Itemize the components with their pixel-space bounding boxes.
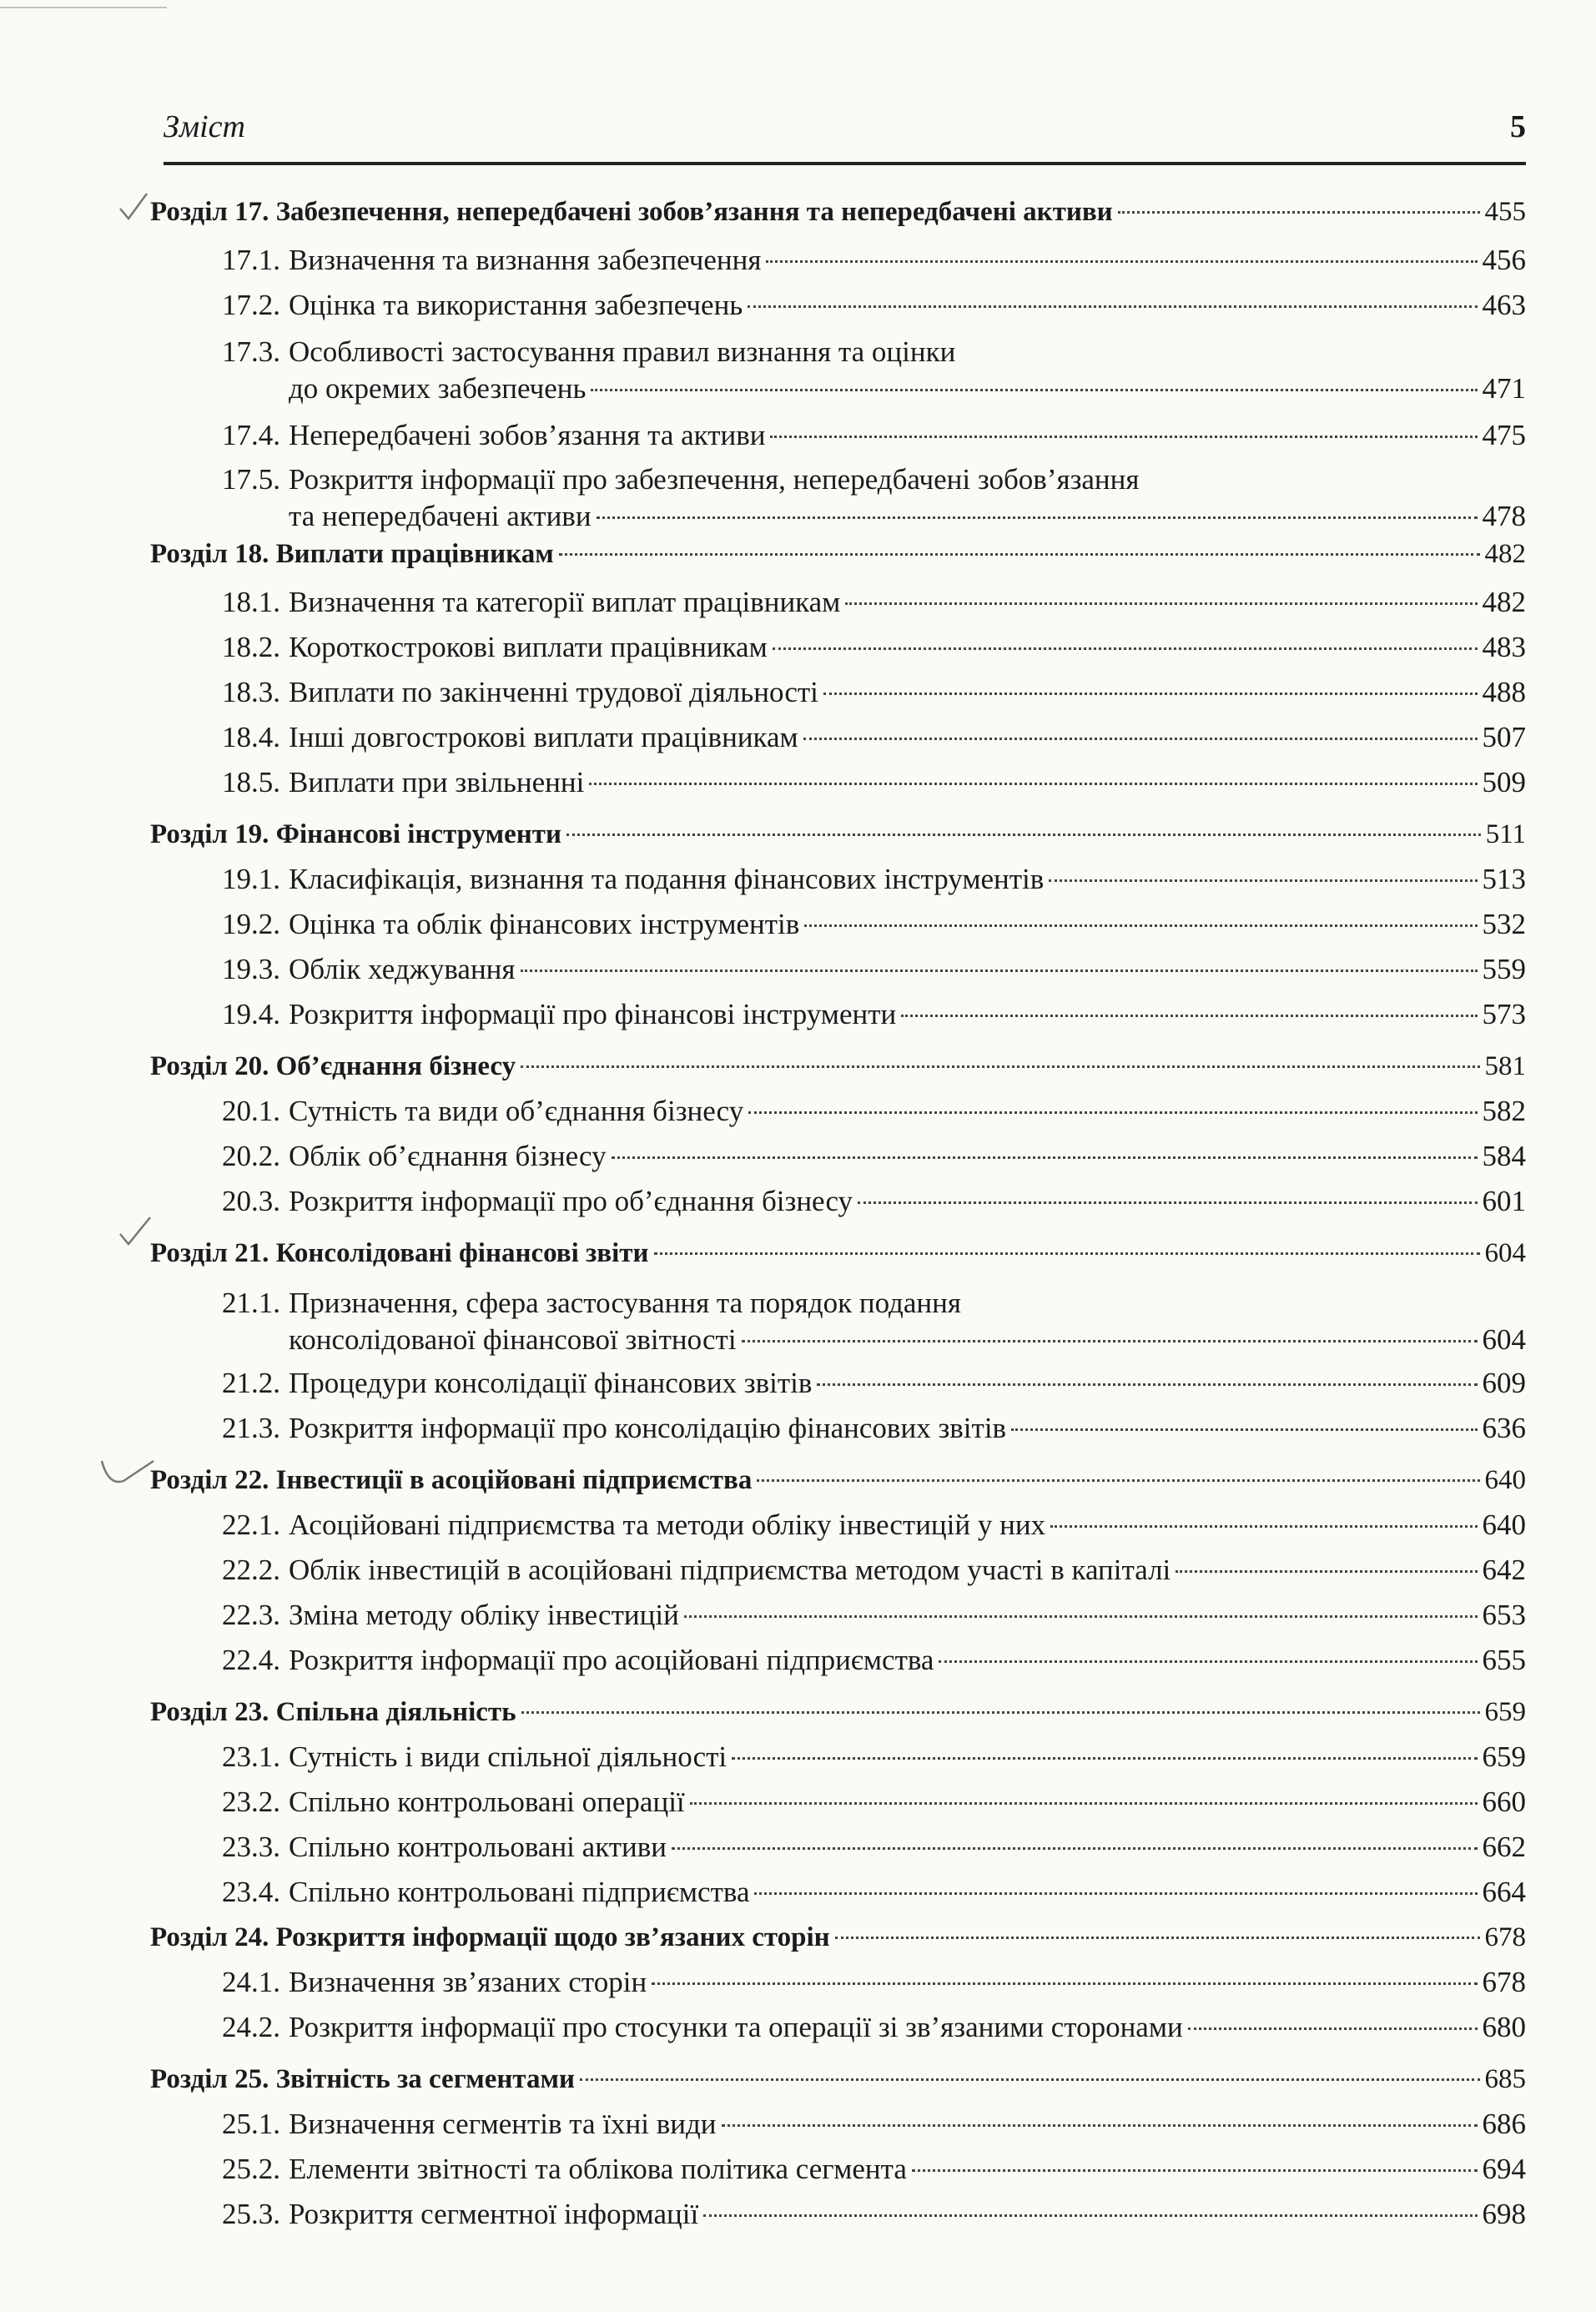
entry-page-number: 659 (1484, 1697, 1526, 1727)
header-title: Зміст (164, 109, 245, 144)
dot-leader (722, 2124, 1478, 2127)
entry-title: Розділ 23. Спільна діяльність (150, 1697, 516, 1727)
pencil-check-mark-icon (117, 190, 150, 224)
scan-edge-mark (0, 7, 167, 11)
entry-page-number: 636 (1482, 1412, 1526, 1444)
toc-subsection-entry[interactable] (180, 2151, 1526, 2188)
entry-page-number: 509 (1482, 766, 1526, 798)
entry-page-number: 678 (1482, 1966, 1526, 1998)
dot-leader (803, 738, 1478, 740)
entry-title: Визначення та визнання забезпечення (289, 244, 762, 276)
toc-subsection-entry[interactable] (180, 861, 1526, 898)
toc-subsection-entry[interactable] (180, 1784, 1526, 1821)
entry-title-continued: консолідованої фінансової звітності (289, 1323, 737, 1356)
entry-number: 17.1. (222, 244, 280, 276)
entry-number: 17.2. (222, 289, 280, 321)
entry-page-number: 660 (1482, 1786, 1526, 1818)
entry-page-number: 680 (1482, 2011, 1526, 2043)
toc-subsection-entry[interactable] (180, 1874, 1526, 1911)
entry-title: Розкриття інформації про консолідацію фінансових звітів (289, 1412, 1007, 1444)
dot-leader (521, 1711, 1480, 1714)
entry-number: 23.3. (222, 1831, 280, 1863)
entry-number: 18.3. (222, 676, 280, 708)
toc-section-entry[interactable] (150, 2061, 1526, 2098)
entry-title: Елементи звітності та облікова політика сегмента (289, 2153, 907, 2185)
toc-subsection-entry[interactable] (180, 584, 1526, 621)
dot-leader (754, 1892, 1477, 1895)
dot-leader (589, 783, 1477, 785)
entry-number: 24.1. (222, 1966, 280, 1998)
entry-page-number: 653 (1482, 1599, 1526, 1631)
entry-number: 21.1. (222, 1287, 280, 1319)
dot-leader (580, 2078, 1480, 2081)
entry-number: 23.4. (222, 1876, 280, 1908)
entry-number: 24.2. (222, 2011, 280, 2043)
entry-title: Визначення зв’язаних сторін (289, 1966, 647, 1998)
entry-page-number: 698 (1482, 2198, 1526, 2230)
entry-page-number: 483 (1482, 631, 1526, 663)
entry-page-number: 640 (1484, 1465, 1526, 1495)
entry-title: Розділ 21. Консолідовані фінансові звіти (150, 1238, 649, 1268)
toc-subsection-entry[interactable] (180, 1829, 1526, 1866)
dot-leader (804, 924, 1477, 927)
dot-leader (835, 1937, 1480, 1939)
entry-page-number: 609 (1482, 1367, 1526, 1399)
dot-leader (766, 260, 1477, 263)
entry-number: 20.1. (222, 1095, 280, 1127)
entry-number: 19.1. (222, 863, 280, 895)
entry-page-number: 655 (1482, 1644, 1526, 1676)
entry-title: Оцінка та облік фінансових інструментів (289, 908, 800, 940)
entry-page-number: 471 (1482, 372, 1526, 405)
entry-number: 18.5. (222, 766, 280, 798)
dot-leader (1188, 2027, 1478, 2030)
toc-section-entry[interactable] (150, 816, 1526, 853)
entry-page-number: 559 (1482, 953, 1526, 985)
entry-number: 25.1. (222, 2108, 280, 2140)
toc-subsection-entry[interactable] (180, 2106, 1526, 2143)
dot-leader (521, 970, 1478, 972)
toc-subsection-entry[interactable] (180, 287, 1526, 324)
entry-title: Розділ 17. Забезпечення, непередбачені зобов’язання та непередбачені активи (150, 197, 1113, 227)
dot-leader (612, 1156, 1478, 1159)
dot-leader (1176, 1570, 1477, 1573)
dot-leader (823, 693, 1478, 695)
entry-page-number: 694 (1482, 2153, 1526, 2185)
toc-subsection-entry[interactable] (180, 674, 1526, 711)
entry-title: Розкриття сегментної інформації (289, 2198, 699, 2230)
entry-page-number: 507 (1482, 721, 1526, 753)
header-page-number: 5 (1510, 109, 1526, 144)
entry-title: Інші довгострокові виплати працівникам (289, 721, 798, 753)
dot-leader (1011, 1428, 1477, 1431)
toc-subsection-entry[interactable] (180, 1365, 1526, 1402)
entry-title: Сутність і види спільної діяльності (289, 1740, 728, 1773)
toc-subsection-entry[interactable] (180, 1597, 1526, 1634)
entry-page-number: 532 (1482, 908, 1526, 940)
pencil-check-mark-icon (98, 1456, 157, 1489)
toc-subsection-entry[interactable] (180, 1964, 1526, 2001)
entry-number: 21.3. (222, 1412, 280, 1444)
entry-title: Розкриття інформації про об’єднання бізнесу (289, 1185, 853, 1217)
entry-page-number: 601 (1482, 1185, 1526, 1217)
entry-number: 17.3. (222, 335, 280, 368)
toc-subsection-entry[interactable] (180, 764, 1526, 801)
dot-leader (654, 1252, 1480, 1255)
entry-number: 17.5. (222, 463, 280, 496)
toc-subsection-entry[interactable] (180, 417, 1526, 454)
entry-number: 22.1. (222, 1509, 280, 1541)
entry-number: 22.3. (222, 1599, 280, 1631)
toc-subsection-entry[interactable] (180, 1138, 1526, 1175)
dot-leader (845, 602, 1477, 605)
toc-subsection-entry[interactable] (180, 1410, 1526, 1447)
dot-leader (566, 834, 1481, 836)
entry-title: Процедури консолідації фінансових звітів (289, 1367, 813, 1399)
entry-page-number: 662 (1482, 1831, 1526, 1863)
dot-leader (690, 1802, 1478, 1805)
entry-title: Розділ 25. Звітність за сегментами (150, 2064, 575, 2094)
entry-title: Короткострокові виплати працівникам (289, 631, 768, 663)
entry-number: 22.4. (222, 1644, 280, 1676)
toc-section-entry[interactable] (150, 1048, 1526, 1085)
entry-title: Спільно контрольовані підприємства (289, 1876, 750, 1908)
toc-subsection-entry[interactable] (180, 629, 1526, 666)
dot-leader (770, 436, 1477, 438)
entry-page-number: 488 (1482, 676, 1526, 708)
entry-page-number: 463 (1482, 289, 1526, 321)
toc-subsection-entry[interactable] (180, 2009, 1526, 2046)
entry-title: Розкриття інформації про стосунки та операції зі зв’язаними сторонами (289, 2011, 1183, 2043)
dot-leader (1049, 879, 1477, 882)
entry-page-number: 478 (1482, 500, 1526, 532)
entry-number: 20.3. (222, 1185, 280, 1217)
entry-title: Оцінка та використання забезпечень (289, 289, 743, 321)
toc-subsection-entry[interactable] (180, 719, 1526, 756)
entry-title: Розкриття інформації про забезпечення, непередбачені зобов’язання (289, 463, 1140, 496)
entry-title-continued: та непередбачені активи (289, 500, 592, 532)
entry-number: 25.2. (222, 2153, 280, 2185)
dot-leader (757, 1479, 1479, 1482)
dot-leader (912, 2169, 1478, 2172)
dot-leader (1118, 211, 1480, 214)
entry-title: Розділ 19. Фінансові інструменти (150, 819, 562, 849)
entry-title: Спільно контрольовані активи (289, 1831, 667, 1863)
dot-leader (732, 1757, 1477, 1760)
entry-number: 18.1. (222, 586, 280, 618)
toc-section-entry[interactable] (150, 1919, 1526, 1956)
entry-title: Облік інвестицій в асоційовані підприємства методом участі в капіталі (289, 1554, 1171, 1586)
toc-subsection-entry[interactable] (180, 242, 1526, 279)
entry-title: Виплати по закінченні трудової діяльності (289, 676, 818, 708)
pencil-check-mark-icon (117, 1214, 154, 1247)
entry-number: 19.2. (222, 908, 280, 940)
dot-leader (559, 553, 1480, 556)
entry-page-number: 640 (1482, 1509, 1526, 1541)
dot-leader (684, 1615, 1478, 1618)
entry-number: 23.2. (222, 1786, 280, 1818)
entry-title: Виплати при звільненні (289, 766, 585, 798)
dot-leader (1050, 1525, 1477, 1528)
entry-page-number: 685 (1484, 2064, 1526, 2094)
dot-leader (901, 1015, 1477, 1017)
toc-subsection-entry[interactable] (180, 996, 1526, 1033)
entry-page-number: 513 (1482, 863, 1526, 895)
toc-section-entry[interactable] (150, 194, 1526, 230)
entry-page-number: 686 (1482, 2108, 1526, 2140)
entry-page-number: 582 (1482, 1095, 1526, 1127)
dot-leader (521, 1065, 1479, 1068)
entry-title: Розкриття інформації про асоційовані підприємства (289, 1644, 934, 1676)
entry-page-number: 659 (1482, 1740, 1526, 1773)
entry-title: Облік хеджування (289, 953, 516, 985)
toc-subsection-entry[interactable] (180, 1093, 1526, 1130)
entry-title: Спільно контрольовані операції (289, 1786, 685, 1818)
entry-page-number: 456 (1482, 244, 1526, 276)
entry-number: 19.4. (222, 998, 280, 1030)
entry-title: Облік об’єднання бізнесу (289, 1140, 607, 1172)
entry-number: 19.3. (222, 953, 280, 985)
entry-title: Розкриття інформації про фінансові інструменти (289, 998, 897, 1030)
toc-subsection-entry[interactable] (180, 2196, 1526, 2233)
toc-subsection-entry[interactable] (180, 1552, 1526, 1589)
dot-leader (597, 516, 1478, 519)
dot-leader (817, 1383, 1477, 1386)
toc-subsection-entry[interactable] (180, 1183, 1526, 1220)
toc-section-entry[interactable] (150, 1235, 1526, 1272)
toc-subsection-entry[interactable] (180, 951, 1526, 988)
toc-section-entry[interactable] (150, 1694, 1526, 1730)
dot-leader (742, 1340, 1478, 1342)
entry-title: Визначення сегментів та їхні види (289, 2108, 717, 2140)
entry-page-number: 511 (1485, 819, 1526, 849)
entry-title-continued: до окремих забезпечень (289, 372, 587, 405)
table-of-contents (150, 0, 1526, 2312)
entry-title: Асоційовані підприємства та методи обліку інвестицій у них (289, 1509, 1046, 1541)
entry-title: Розділ 18. Виплати працівникам (150, 539, 554, 569)
dot-leader (591, 389, 1477, 391)
entry-title: Розділ 20. Об’єднання бізнесу (150, 1051, 516, 1081)
toc-section-entry[interactable] (150, 1462, 1526, 1499)
entry-title: Непередбачені зобов’язання та активи (289, 419, 766, 451)
entry-number: 25.3. (222, 2198, 280, 2230)
entry-number: 20.2. (222, 1140, 280, 1172)
entry-page-number: 664 (1482, 1876, 1526, 1908)
entry-number: 18.2. (222, 631, 280, 663)
entry-title: Сутність та види об’єднання бізнесу (289, 1095, 744, 1127)
toc-subsection-entry[interactable] (180, 334, 1526, 407)
entry-title: Розділ 22. Інвестиції в асоційовані підприємства (150, 1465, 753, 1495)
toc-subsection-entry[interactable] (180, 1739, 1526, 1776)
entry-number: 21.2. (222, 1367, 280, 1399)
entry-page-number: 455 (1484, 197, 1526, 227)
dot-leader (748, 1111, 1477, 1114)
dot-leader (672, 1847, 1477, 1850)
toc-subsection-entry[interactable] (180, 1285, 1526, 1358)
entry-page-number: 678 (1484, 1922, 1526, 1952)
toc-subsection-entry[interactable] (180, 906, 1526, 943)
entry-page-number: 482 (1482, 586, 1526, 618)
entry-title: Класифікація, визнання та подання фінансових інструментів (289, 863, 1045, 895)
entry-number: 17.4. (222, 419, 280, 451)
entry-page-number: 604 (1484, 1238, 1526, 1268)
entry-number: 18.4. (222, 721, 280, 753)
dot-leader (652, 1982, 1477, 1985)
entry-title: Особливості застосування правил визнання та оцінки (289, 335, 956, 368)
entry-title: Зміна методу обліку інвестицій (289, 1599, 679, 1631)
toc-subsection-entry[interactable] (180, 1507, 1526, 1544)
entry-page-number: 482 (1484, 539, 1526, 569)
entry-number: 22.2. (222, 1554, 280, 1586)
entry-title: Розділ 24. Розкриття інформації щодо зв’язаних сторін (150, 1922, 830, 1952)
entry-page-number: 475 (1482, 419, 1526, 451)
dot-leader (703, 2214, 1477, 2217)
entry-title: Визначення та категорії виплат працівникам (289, 586, 841, 618)
entry-number: 23.1. (222, 1740, 280, 1773)
entry-page-number: 584 (1482, 1140, 1526, 1172)
toc-subsection-entry[interactable] (180, 1642, 1526, 1679)
dot-leader (858, 1201, 1477, 1204)
dot-leader (773, 647, 1478, 650)
dot-leader (939, 1660, 1477, 1663)
entry-title: Призначення, сфера застосування та порядок подання (289, 1287, 961, 1319)
entry-page-number: 573 (1482, 998, 1526, 1030)
dot-leader (748, 305, 1477, 308)
entry-page-number: 642 (1482, 1554, 1526, 1586)
toc-section-entry[interactable] (150, 536, 1526, 572)
entry-page-number: 604 (1482, 1323, 1526, 1356)
entry-page-number: 581 (1484, 1051, 1526, 1081)
toc-subsection-entry[interactable] (180, 461, 1526, 535)
